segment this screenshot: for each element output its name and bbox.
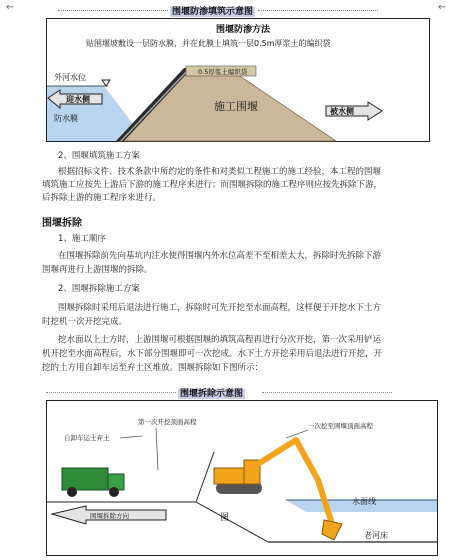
title-dotline [58, 10, 168, 11]
label-fig: 图 [220, 513, 230, 523]
removal-line: 挖的土方用自卸车运至弃土区堆放。围堰拆除如下图所示： [42, 363, 264, 373]
removal-line: 围堰拆除时采用后退法进行施工，拆除时可先开挖至水面高程，这样便于开挖水下土方 [58, 303, 382, 313]
fig1-box-text: 贴围堰坡敷设一层防水膜，并在此膜上填筑一层0.5m厚浆土的编织袋 [86, 39, 331, 48]
removal-line: 围堰再进行上游围堰的拆除。 [42, 265, 153, 275]
removal-heading: 围堰拆除 [42, 218, 82, 229]
removal-sub2: 2、围堰拆除施工方案 [58, 284, 140, 294]
label-first-cut: 第一次开挖顶面高程 [138, 418, 197, 426]
removal-line: 挖水面以上土方时，上游围堰可根据围堰的填筑高程再进行分次开挖，第一次采用铲运 [58, 335, 382, 345]
label-water: 水面线 [352, 497, 376, 506]
title-dotline [258, 10, 378, 11]
label-outer-water: 外河水位 [54, 73, 86, 82]
fig2-title: 围堰拆除示意图 [180, 389, 244, 399]
removal-line: 机开挖至水面高程后，水下部分围堰即可一次挖成。水下土方开挖采用后退法进行开挖，开 [42, 349, 383, 359]
label-riverbed: 老河床 [364, 531, 388, 540]
corner-mark: ← [6, 2, 15, 13]
corner-mark: ← [438, 2, 447, 13]
section2-line: 根据招标文件、技术条款中所约定的条件和对类似工程施工的施工经验，本工程的围堰 [58, 167, 382, 177]
label-cut-line: 一次挖至围堰顶面高程 [308, 422, 373, 430]
section2-line: 填筑施工应按先上游后下游的施工程序来进行；而围堰拆除的施工程序则应按先拆除下游， [42, 180, 383, 190]
label-direction: 围堰拆除方向 [90, 512, 129, 520]
label-membrane: 防水膜 [54, 114, 78, 123]
fig1-box-title: 围堰防渗方法 [216, 25, 271, 35]
section2-line: 后拆除上游的施工程序来进行。 [42, 193, 162, 203]
fig2-diagram [46, 400, 438, 556]
fig1-diagram [46, 18, 430, 142]
section2-heading: 2、围堰填筑施工方案 [58, 151, 140, 161]
removal-sub1: 1、施工顺序 [58, 234, 106, 244]
fig1-title: 围堰防渗填筑示意图 [172, 7, 254, 17]
removal-line: 时挖机一次开挖完成。 [42, 317, 128, 327]
removal-line: 在围堰拆除前先向基坑内注水使得围堰内外水位高差不至相差太大，拆除时先拆除下游 [58, 251, 382, 261]
label-cofferdam: 施工围堰 [214, 100, 258, 113]
label-sandbag: 0.5厚浆土编织袋 [198, 68, 248, 76]
label-downstream: 被水侧 [330, 107, 354, 116]
title-dotline [46, 392, 176, 393]
label-truck: 自卸车运土弃土 [64, 434, 110, 442]
label-upstream: 迎水侧 [66, 95, 90, 104]
title-dotline [262, 392, 392, 393]
